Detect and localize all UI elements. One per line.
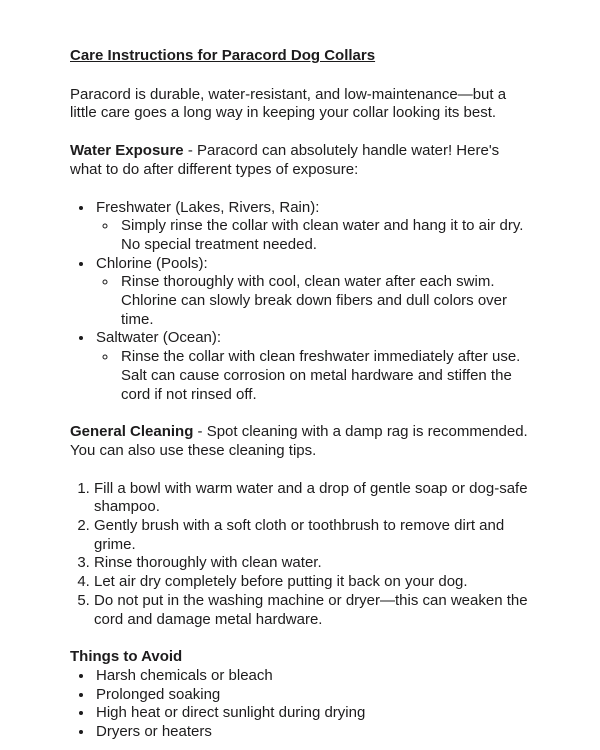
water-exposure-heading: Water Exposure xyxy=(70,142,184,160)
list-item xyxy=(118,273,532,329)
step-item-4: 4. Let air dry completely before putting it back on your dog. xyxy=(94,573,532,592)
avoid-item-2: • Prolonged soaking xyxy=(94,686,532,705)
step-item-1: 1. Fill a bowl with warm water and a drop of gentle soap or dog-safe shampoo. xyxy=(94,480,532,517)
chlorine-sub-list xyxy=(96,273,532,329)
list-item xyxy=(118,217,532,254)
step-item-5: 5. Do not put in the washing machine or dryer—this can weaken the cord and damage metal hardware. xyxy=(94,592,532,629)
general-cleaning-paragraph xyxy=(70,423,532,460)
general-cleaning-heading: General Cleaning xyxy=(70,423,194,441)
list-item-chlorine xyxy=(94,255,532,330)
step-item-3: 3. Rinse thoroughly with clean water. xyxy=(94,554,532,573)
sub-item-text: Rinse the collar with clean freshwater immediately after use. Salt can cause corrosion on metal hardware and stiffen the cord if not rinsed off. xyxy=(121,348,521,403)
list-item-label: Freshwater (Lakes, Rivers, Rain): xyxy=(96,198,320,216)
saltwater-sub-list xyxy=(96,348,532,404)
water-exposure-text: - Paracord can absolutely handle water! Here's what to do after different types of exposure: xyxy=(70,142,500,178)
document-body xyxy=(70,47,532,742)
cleaning-steps-list xyxy=(70,480,532,630)
things-to-avoid-heading: Things to Avoid xyxy=(70,648,183,666)
water-exposure-paragraph xyxy=(70,142,532,179)
general-cleaning-text: - Spot cleaning with a damp rag is recommended. You can also use these cleaning tips. xyxy=(70,423,528,459)
list-item-saltwater xyxy=(94,329,532,404)
avoid-item-4: • Dryers or heaters xyxy=(94,723,532,742)
page-title: Care Instructions for Paracord Dog Collars xyxy=(70,47,376,64)
sub-item-text: Rinse thoroughly with cool, clean water after each swim. Chlorine can slowly break down fibers and dull colors over time. xyxy=(121,273,508,328)
water-exposure-list xyxy=(70,199,532,405)
avoid-item-1: • Harsh chemicals or bleach xyxy=(94,667,532,686)
freshwater-sub-list xyxy=(96,217,532,254)
list-item-freshwater xyxy=(94,199,532,255)
avoid-item-3: • High heat or direct sunlight during drying xyxy=(94,704,532,723)
things-to-avoid-list xyxy=(70,667,532,742)
list-item-label: Chlorine (Pools): xyxy=(96,254,208,272)
step-item-2: 2. Gently brush with a soft cloth or toothbrush to remove dirt and grime. xyxy=(94,517,532,554)
list-item-label: Saltwater (Ocean): xyxy=(96,329,222,347)
intro-paragraph: Paracord is durable, water-resistant, and low-maintenance—but a little care goes a long way in keeping your collar looking its best. xyxy=(70,85,507,122)
list-item xyxy=(118,348,532,404)
sub-item-text: Simply rinse the collar with clean water and hang it to air dry. No special treatment needed. xyxy=(121,217,524,253)
